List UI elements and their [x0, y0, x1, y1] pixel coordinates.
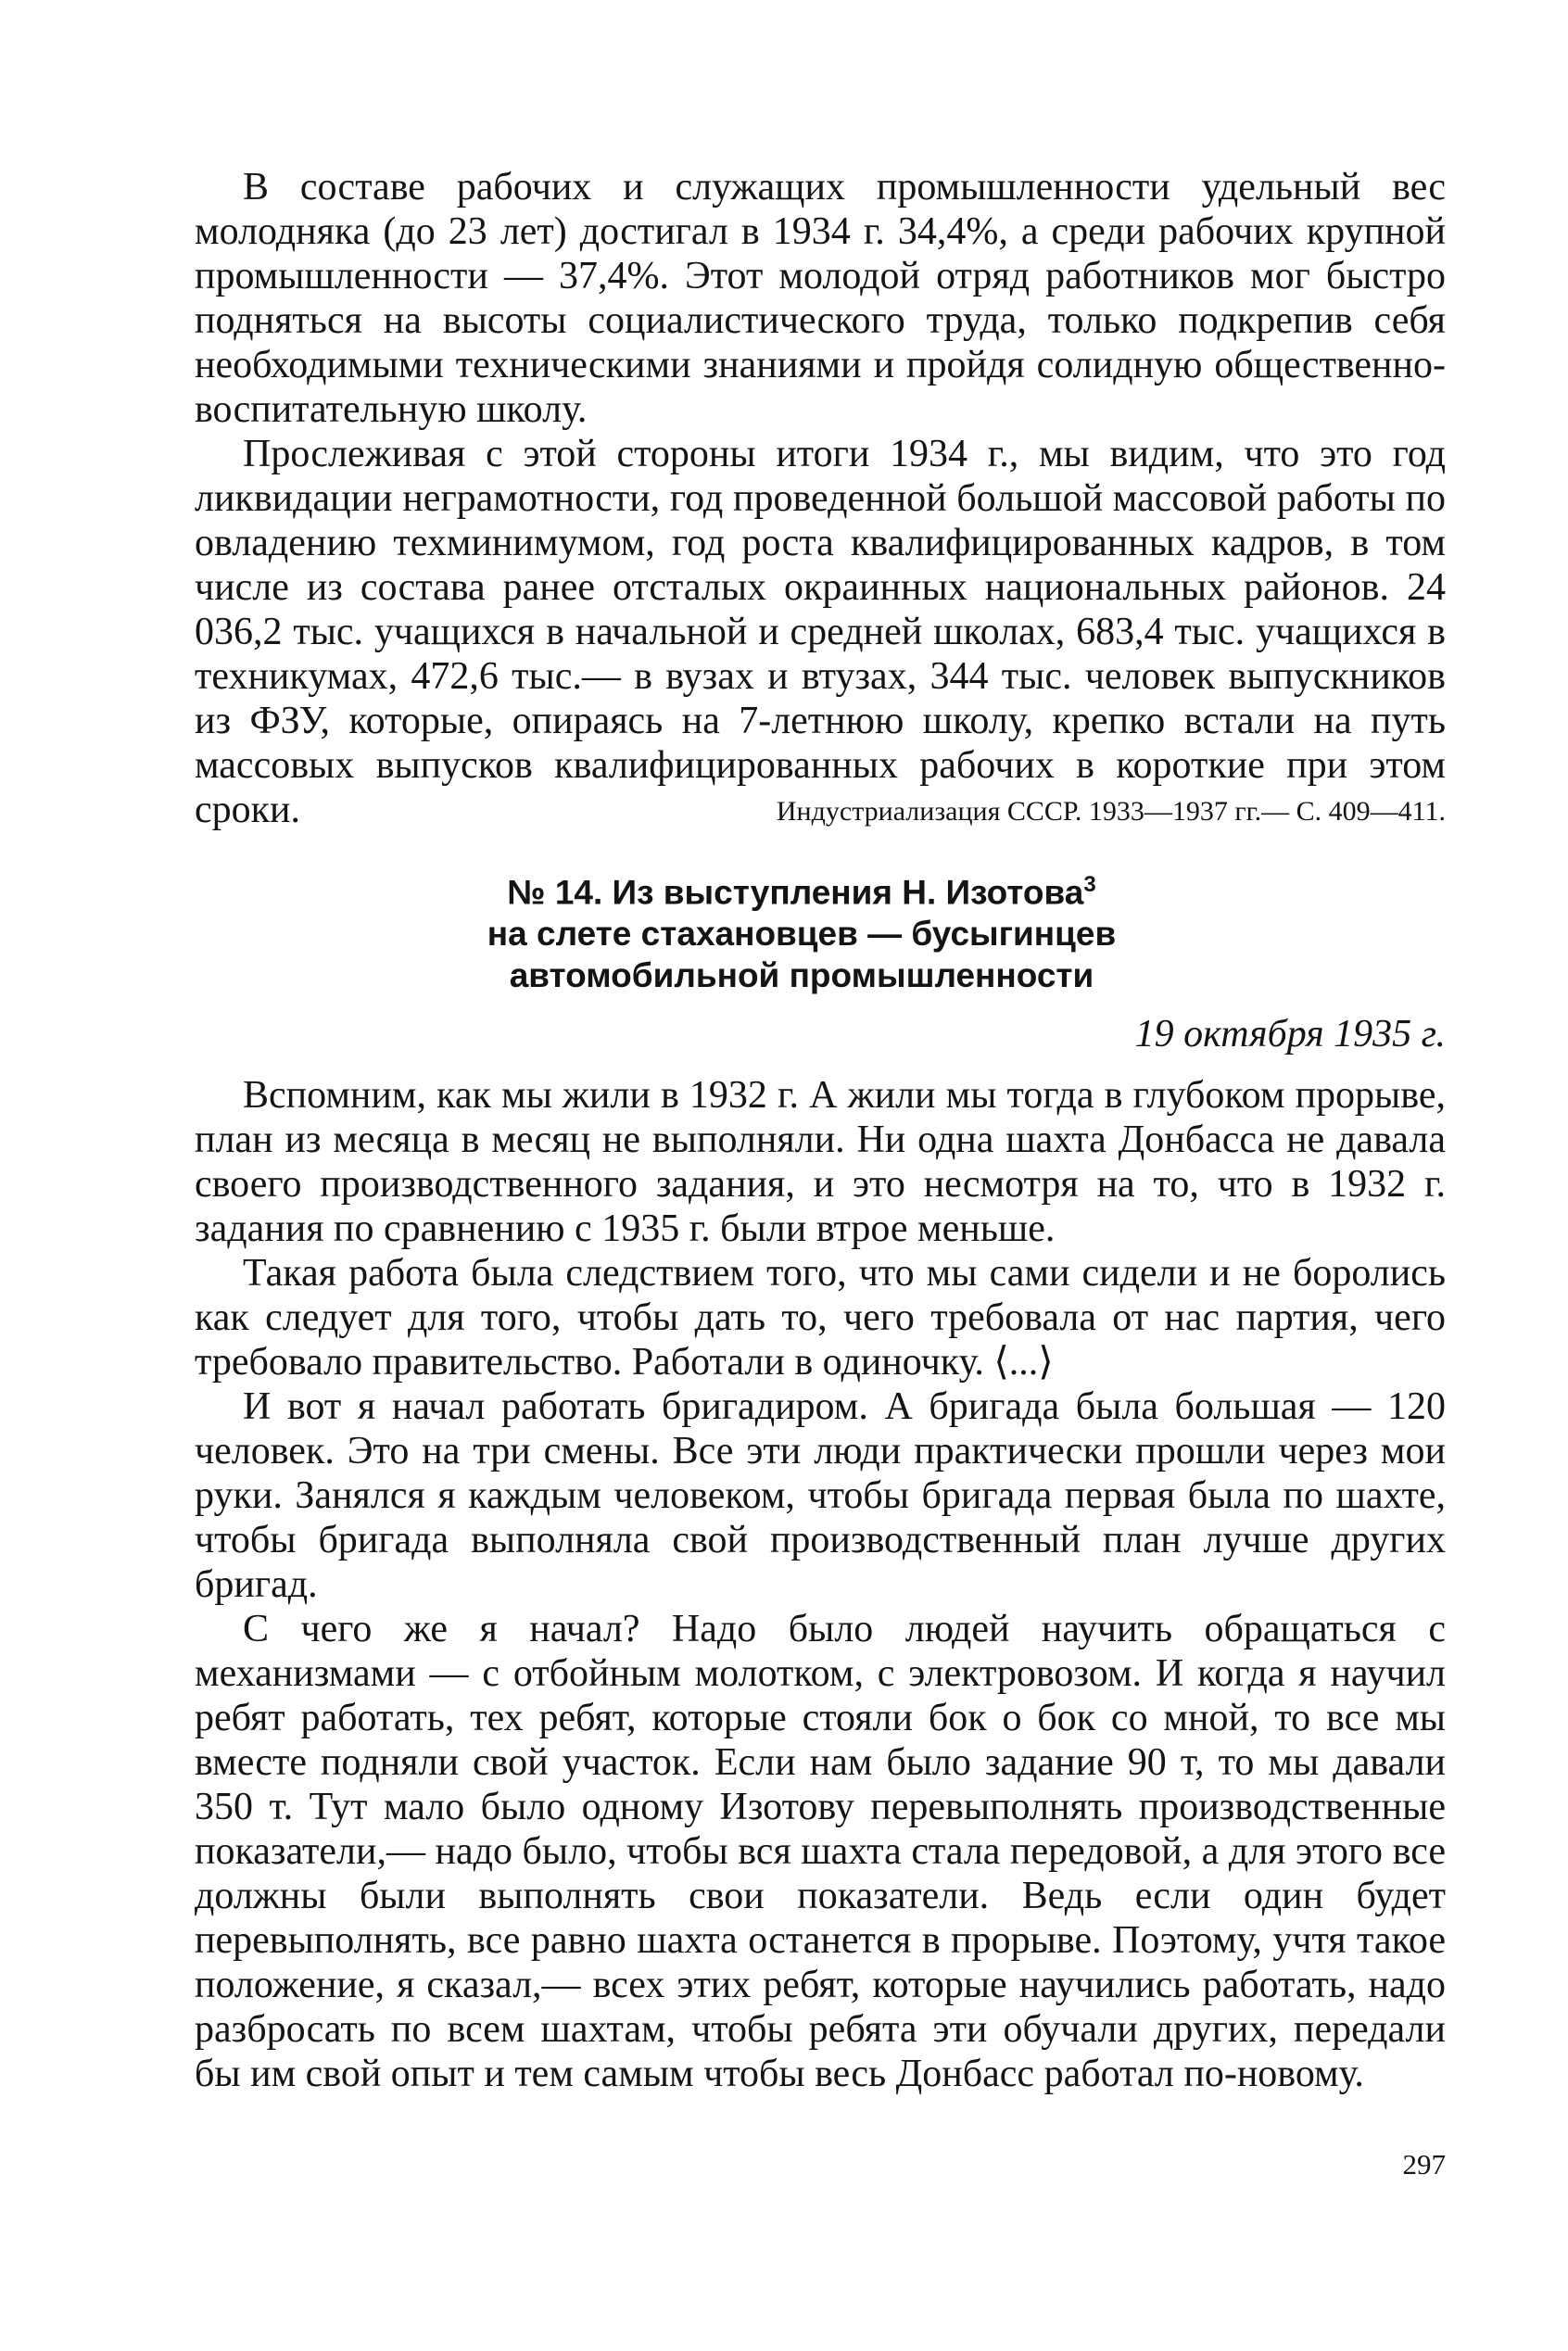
- speech-paragraph-1: Вспомним, как мы жили в 1932 г. А жили мы тогда в глубоком прорыве, план из месяца в месяц не выполняли. Ни одна шахта Донбасса не давала своего производственного задания, и это несмотря на то, что в 1932 г. задания по сравнению с 1935 г. были втрое меньше.: [195, 1074, 1446, 1250]
- intro-paragraph-1: В составе рабочих и служащих промышленности удельный вес молодняка (до 23 лет) достигал в 1934 г. 34,4%, а среди рабочих крупной промышленности — 37,4%. Этот молодой отряд работников мог быстро подняться на высоты социалистического труда, только подкрепив себя необходимыми техническими знаниями и пройдя солидную общественно-воспитательную школу.: [195, 166, 1446, 431]
- intro-text: [195, 165, 1446, 832]
- source-citation: Индустриализация СССР. 1933—1937 гг.— С. 409—411.: [776, 796, 1446, 827]
- speech-paragraph-3: И вот я начал работать бригадиром. А бригада была большая — 120 человек. Это на три смены. Все эти люди практически прошли через мои руки. Занялся я каждым человеком, чтобы бригада первая была по шахте, чтобы бригада выполняла свой производственный план лучше других бригад.: [195, 1385, 1446, 1606]
- heading-line-3: автомобильной промышленности: [509, 956, 1094, 995]
- intro-paragraph-2: Прослеживая с этой стороны итоги 1934 г., мы видим, что это год ликвидации неграмотности, год проведенной большой массовой работы по овладению техминимумом, год роста квалифицированных кадров, в том числе из состава ранее отсталых окраинных национальных районов. 24 036,2 тыс. учащихся в начальной и средней школах, 683,4 тыс. учащихся в техникумах, 472,6 тыс.— в вузах и втузах, 344 тыс. человек выпускников из ФЗУ, которые, опираясь на 7-летнюю школу, крепко встали на путь массовых выпусков квалифицированных рабочих в короткие при этом сроки.: [195, 433, 1446, 831]
- page-number: 297: [1402, 2148, 1446, 2180]
- heading-line-2: на слете стахановцев — бусыгинцев: [487, 915, 1117, 954]
- speech-paragraph-2: Такая работа была следствием того, что мы сами сидели и не боролись как следует для того, чтобы дать то, чего требовала от нас партия, чего требовало правительство. Работали в одиночку. ⟨...⟩: [195, 1252, 1446, 1384]
- document-heading: [232, 864, 1372, 996]
- heading-line-1: [232, 864, 1372, 913]
- document-date: 19 октября 1935 г.: [1134, 1013, 1446, 1055]
- speech-text: [195, 1073, 1446, 2096]
- speech-paragraph-4: С чего же я начал? Надо было людей научить обращаться с механизмами — с отбойным молотком, с электровозом. И когда я научил ребят работать, тех ребят, которые стояли бок о бок со мной, то все мы вместе подняли свой участок. Если нам было задание 90 т, то мы давали 350 т. Тут мало было одному Изотову перевыполнять производственные показатели,— надо было, чтобы вся шахта стала передовой, а для этого все должны были выполнять свои показатели. Ведь если один будет перевыполнять, все равно шахта останется в прорыве. Поэтому, учтя такое положение, я сказал,— всех этих ребят, которые научились работать, надо разбросать по всем шахтам, чтобы ребята эти обучали других, передали бы им свой опыт и тем самым чтобы весь Донбасс работал по-новому.: [195, 1608, 1446, 2095]
- heading-line-1-text: № 14. Из выступления Н. Изотова: [507, 873, 1084, 912]
- footnote-mark: 3: [1083, 872, 1096, 897]
